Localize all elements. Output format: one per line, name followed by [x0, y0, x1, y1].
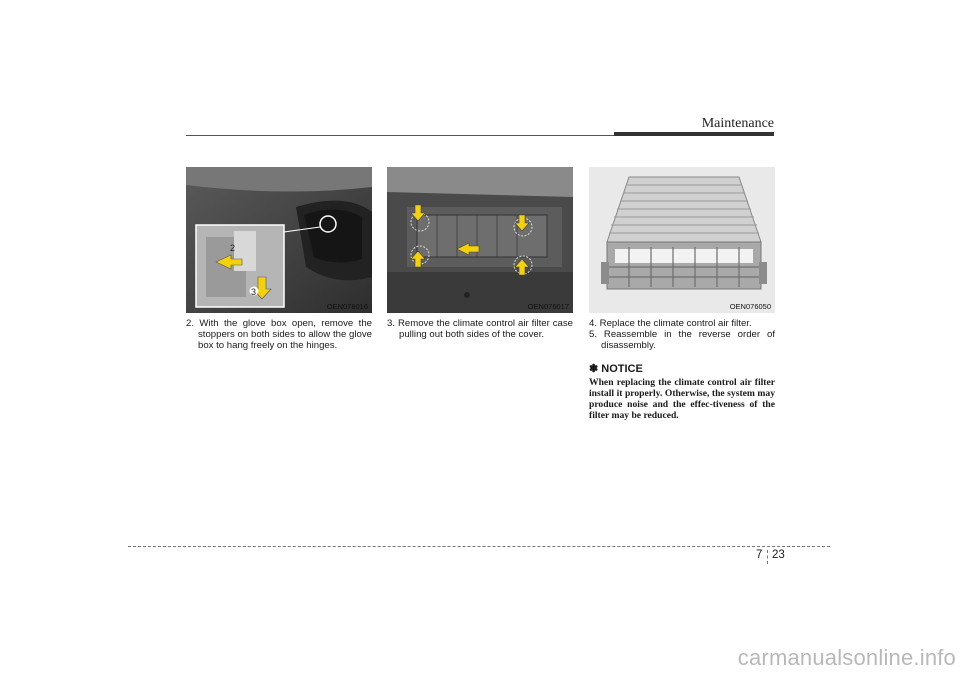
column-2-text: [387, 318, 573, 340]
figure-code: OEN078016: [326, 302, 368, 311]
step-5: 5. Reassemble in the reverse order of disassembly.: [589, 329, 775, 351]
svg-text:2: 2: [230, 243, 236, 253]
notice-heading: [589, 364, 775, 375]
notice-title: NOTICE: [601, 363, 643, 375]
figure-code: OEN076017: [527, 302, 569, 311]
page-number-separator: [767, 550, 768, 564]
air-filter-illustration: [589, 167, 775, 313]
page-number: 23: [772, 549, 785, 561]
glove-box-illustration: [186, 167, 372, 313]
step-3: 3. Remove the climate control air filter case pulling out both sides of the cover.: [387, 318, 573, 340]
filter-cover-illustration: [387, 167, 573, 313]
notice-icon: ✽: [589, 363, 599, 375]
notice-body: When replacing the climate control air filter install it properly. Otherwise, the system may produce noise and the effec-tiveness of the filter may be reduced.: [589, 377, 775, 421]
column-1-text: [186, 318, 372, 351]
column-3-text: [589, 318, 775, 421]
header-accent-bar: [614, 132, 774, 136]
chapter-number: 7: [756, 549, 763, 561]
step-2: 2. With the glove box open, remove the stoppers on both sides to allow the glove box to hang freely on the hinges.: [186, 318, 372, 351]
footer-rule: [128, 546, 830, 547]
figure-air-filter: [589, 167, 775, 313]
watermark: carmanualsonline.info: [737, 645, 956, 670]
svg-text:3: 3: [251, 287, 257, 297]
figure-filter-cover: [387, 167, 573, 313]
section-title: Maintenance: [701, 116, 774, 131]
figure-code: OEN076050: [729, 302, 771, 311]
figure-glove-box: [186, 167, 372, 313]
step-4: 4. Replace the climate control air filter.: [589, 318, 752, 329]
